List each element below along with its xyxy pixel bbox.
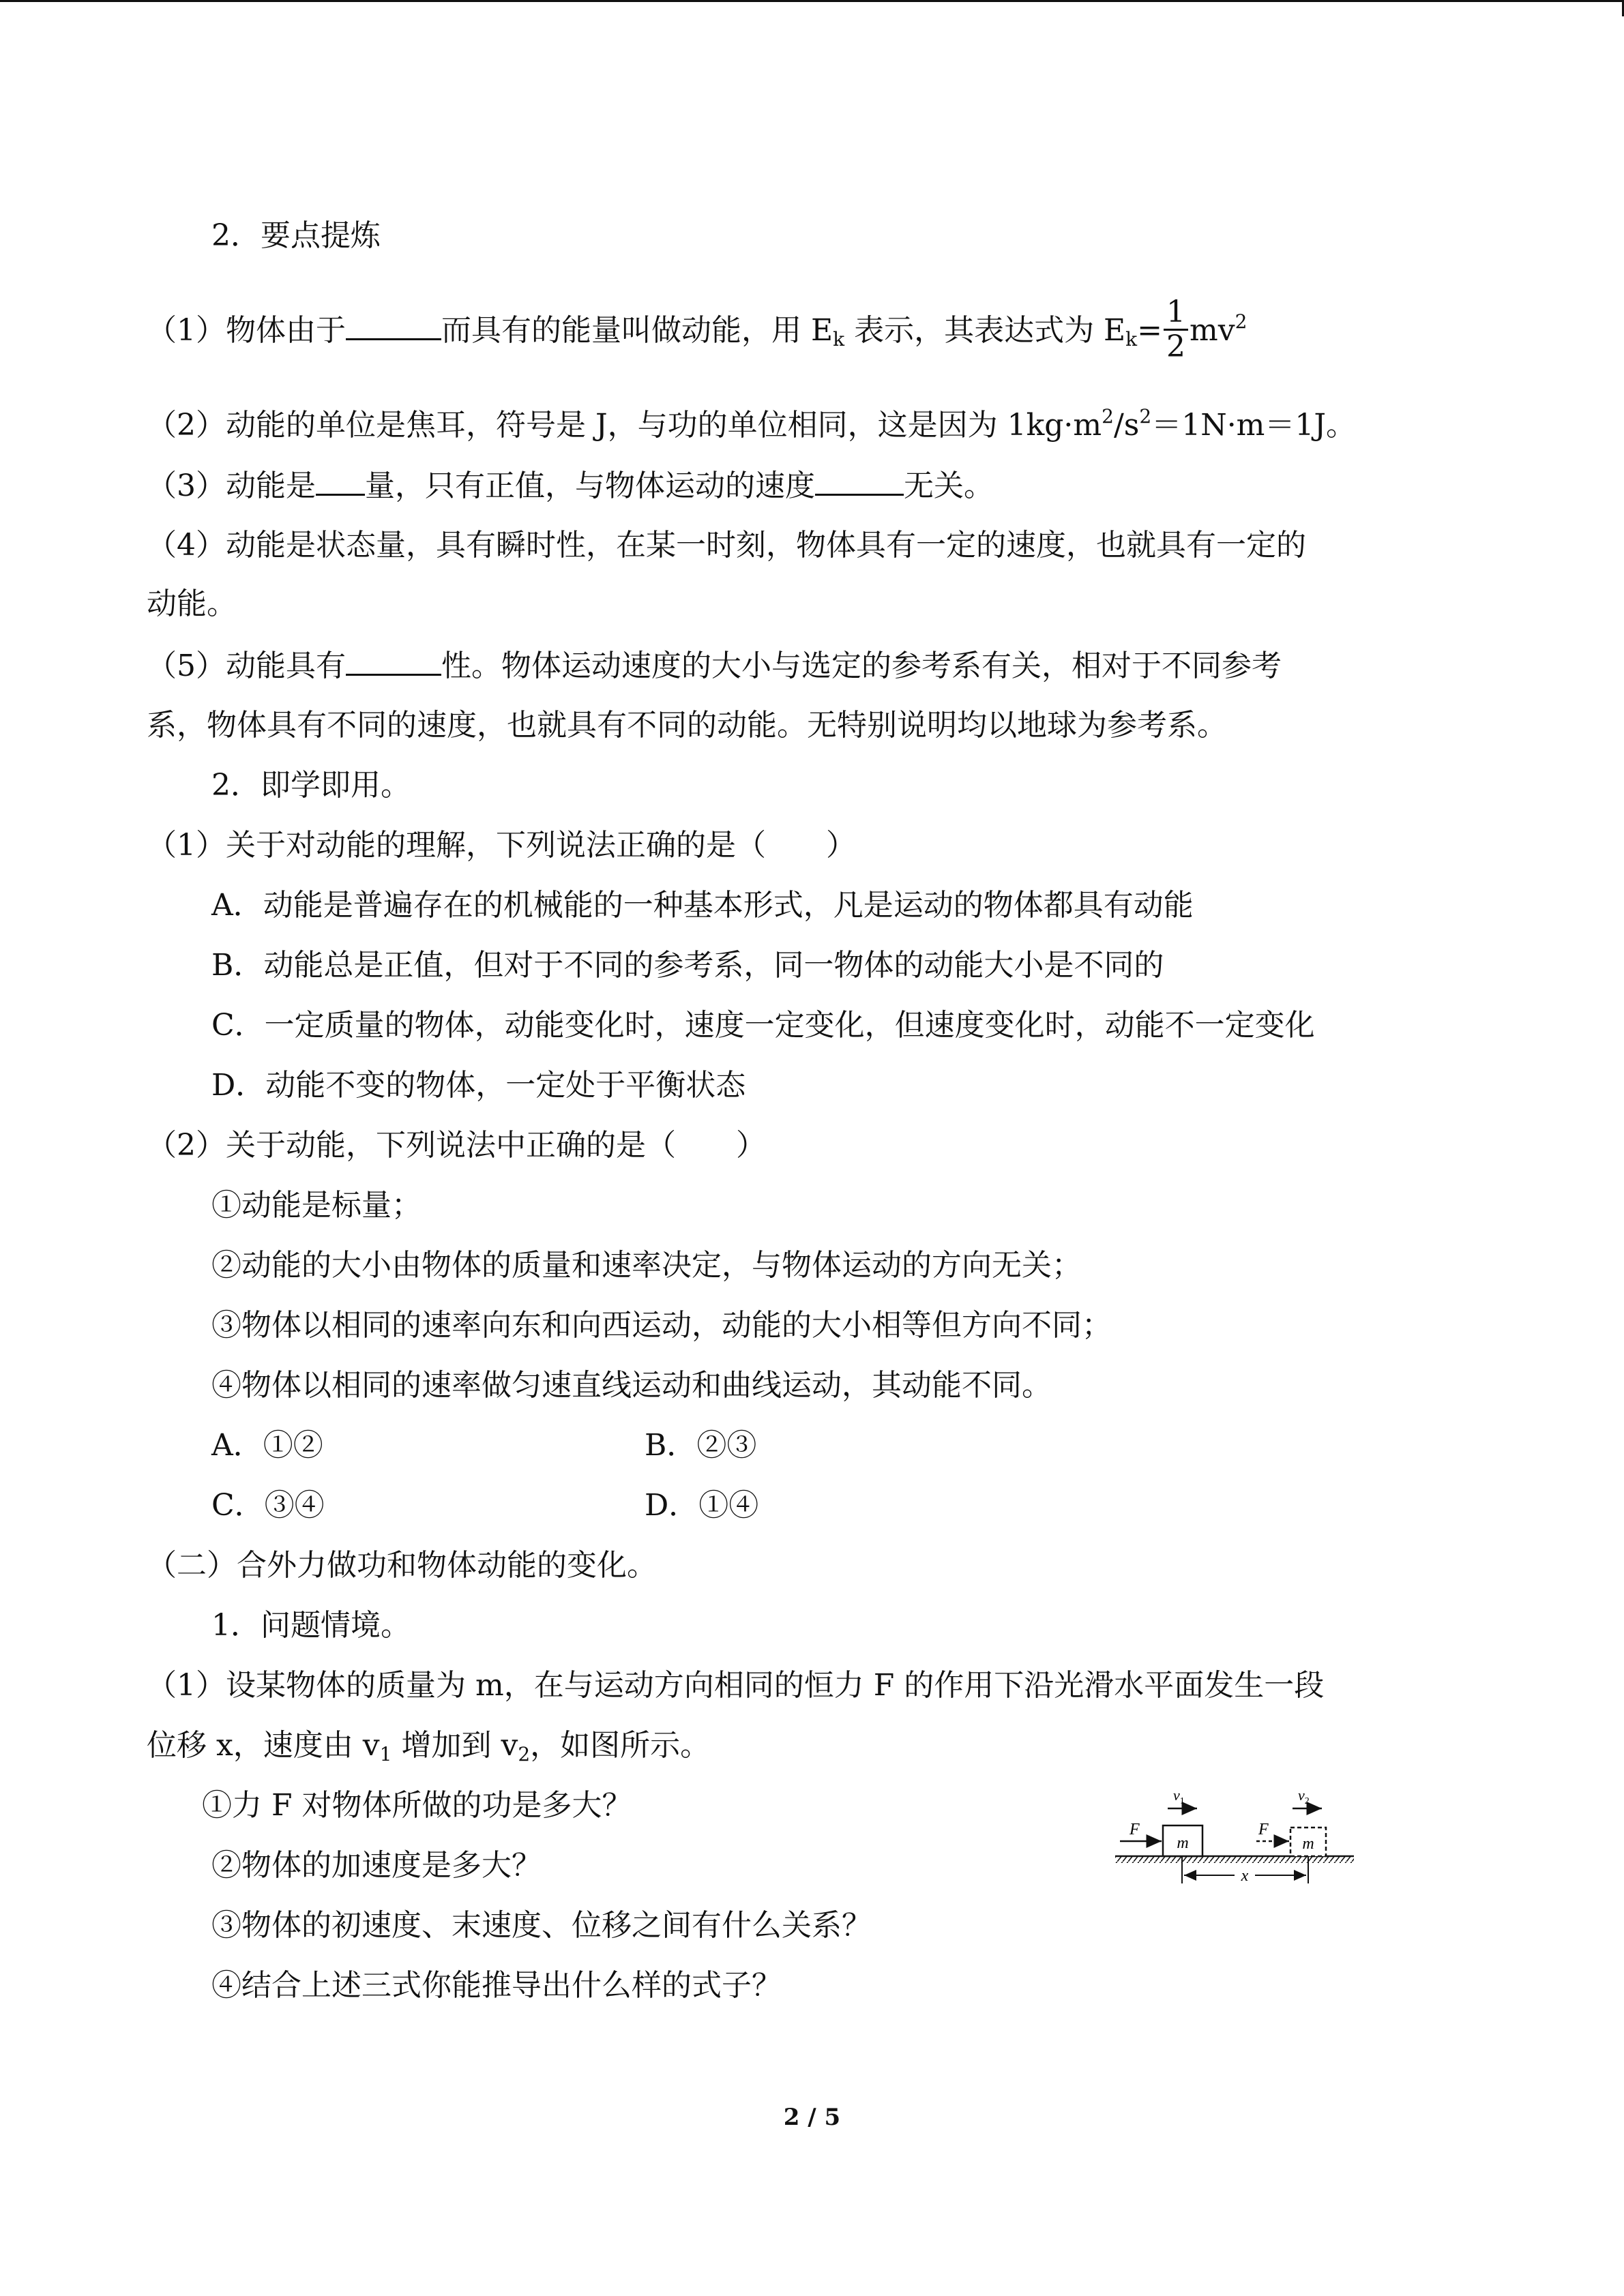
blank-3 [815,466,904,496]
sub-question-4: ④结合上述三式你能推导出什么样的式子？ [211,1968,782,2003]
heading-apply: 2．即学即用。 [211,768,411,803]
question-1-option-b: B．动能总是正值，但对于不同的参考系，同一物体的动能大小是不同的 [211,948,1164,983]
question-2-statement-4: ④物体以相同的速率做匀速直线运动和曲线运动，其动能不同。 [211,1368,1052,1403]
displacement-label: x [1241,1867,1249,1885]
question-2-option-c: C．③④ [211,1488,325,1523]
point-5-line-1: （5）动能具有 性。物体运动速度的大小与选定的参考系有关，相对于不同参考 [147,646,1282,685]
page-number: 2 / 5 [783,2104,841,2131]
situation-1-line-1: （1）设某物体的质量为 m，在与运动方向相同的恒力 F 的作用下沿光滑水平面发生一段 [147,1668,1325,1703]
blank-4 [346,646,441,676]
question-2-statement-3: ③物体以相同的速率向东和向西运动，动能的大小相等但方向不同； [211,1308,1112,1343]
sub-question-1: ①力 F 对物体所做的功是多大？ [202,1788,632,1823]
question-2-option-b: B．②③ [645,1428,757,1463]
fraction-one-half: $\frac{1}{2}$ [1164,296,1188,363]
point-5-line-2: 系，物体具有不同的速度，也就具有不同的动能。无特别说明均以地球为参考系。 [147,708,1227,743]
question-2-option-a: A．①② [211,1428,323,1463]
point-3: （3）动能是 量，只有正值，与物体运动的速度 无关。 [147,466,994,505]
situation-1-line-2: 位移 x，速度由 $v_1$ 增加到 $v_2$，如图所示。 [147,1728,711,1765]
force-label-1: F [1130,1821,1140,1838]
force-label-2: F [1258,1821,1269,1838]
heading-key-points: 2．要点提炼 [211,218,381,253]
point-2: （2）动能的单位是焦耳，符号是 J，与功的单位相同，这是因为 $1kg\cdot m^2/s^2=1N\cdot m=1J$。 [147,405,1357,443]
point-4-line-1: （4）动能是状态量，具有瞬时性，在某一时刻，物体具有一定的速度，也就具有一定的 [147,528,1306,563]
question-2-option-d: D．①④ [645,1488,759,1523]
question-1-option-d: D．动能不变的物体，一定处于平衡状态 [211,1068,746,1103]
top-border-line [0,0,1624,2]
heading-problem-situation: 1．问题情境。 [211,1608,411,1643]
sub-question-2: ②物体的加速度是多大？ [211,1848,542,1883]
velocity-label-2: $v_2$ [1298,1787,1310,1806]
question-2: （2）关于动能，下列说法中正确的是（ ） [147,1128,766,1163]
question-1-option-a: A．动能是普遍存在的机械能的一种基本形式，凡是运动的物体都具有动能 [211,888,1194,923]
question-1: （1）关于对动能的理解，下列说法正确的是（ ） [147,828,856,863]
section-heading-work-energy: （二）合外力做功和物体动能的变化。 [147,1548,657,1583]
velocity-label-1: $v_1$ [1173,1787,1185,1806]
sub-question-3: ③物体的初速度、末速度、位移之间有什么关系？ [211,1908,872,1943]
point-1: （1）物体由于 而具有的能量叫做动能，用 $E_k$ 表示，其表达式为 $E_k=$ $\frac{1}{2}$ $mv^2$ [147,295,1247,364]
question-2-statement-2: ②动能的大小由物体的质量和速率决定，与物体运动的方向无关； [211,1248,1082,1283]
point-4-line-2: 动能。 [147,586,237,621]
mass-label-1: m [1177,1834,1189,1852]
question-1-option-c: C．一定质量的物体，动能变化时，速度一定变化，但速度变化时，动能不一定变化 [211,1008,1315,1043]
mass-label-2: m [1302,1835,1314,1853]
ground-hatch [1115,1856,1354,1863]
question-2-statement-1: ①动能是标量； [211,1188,422,1223]
blank-1 [346,311,441,340]
force-displacement-figure [1112,1773,1357,1889]
blank-2 [316,466,365,496]
